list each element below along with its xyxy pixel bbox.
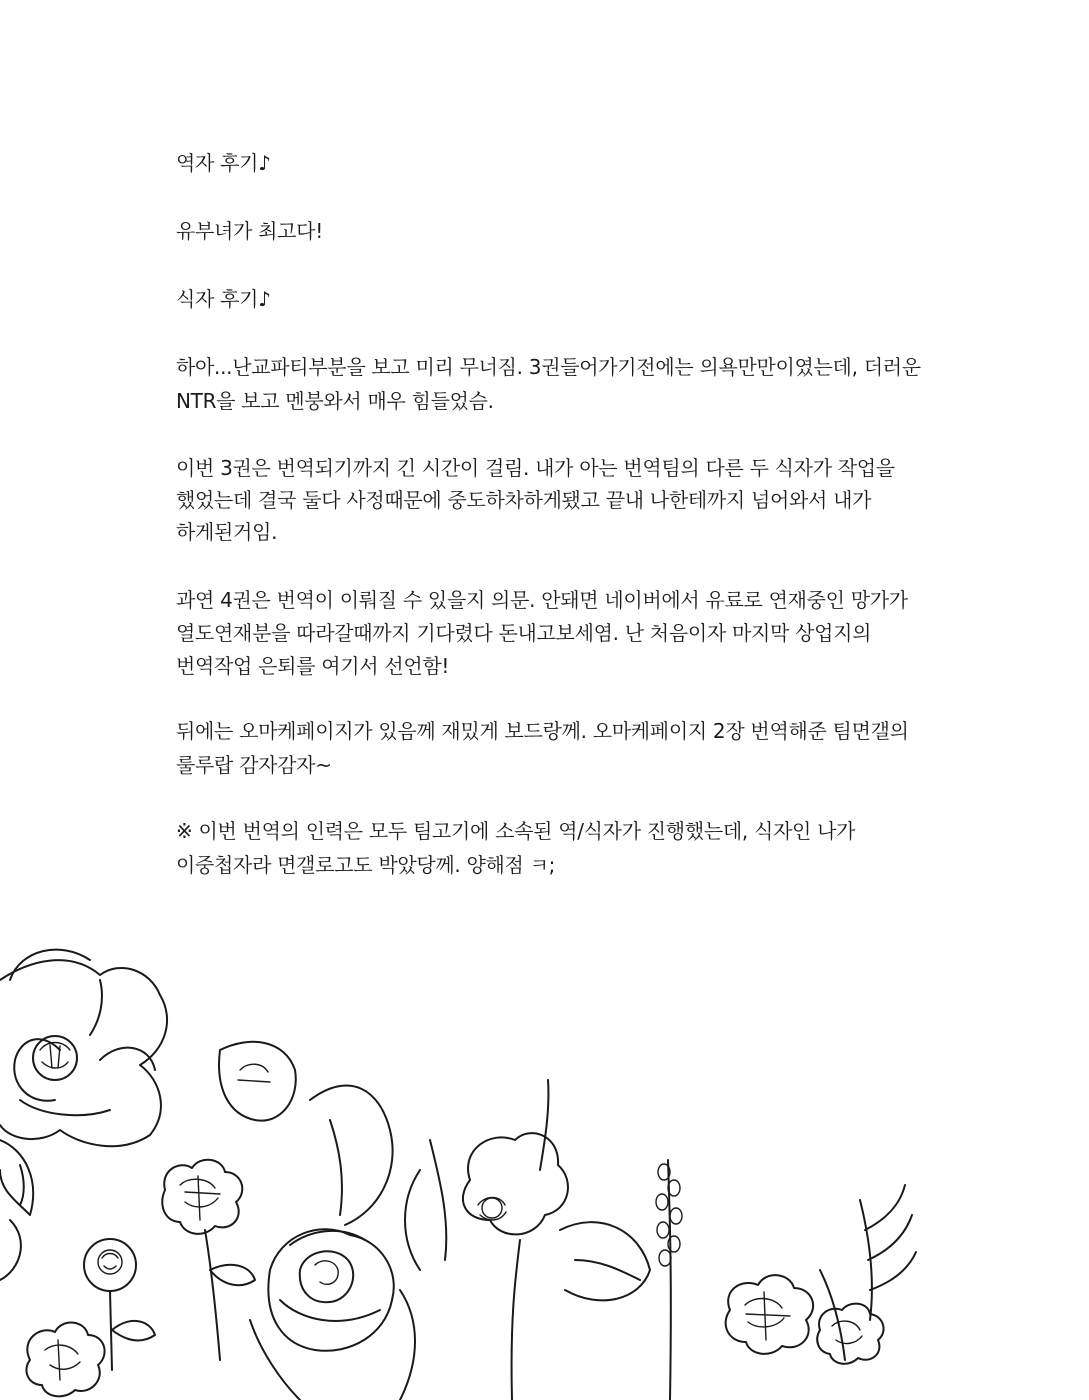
- carnation-flower: [726, 1275, 813, 1354]
- paragraph-line: 하게된거임.: [176, 520, 278, 544]
- carnation-flower: [162, 1160, 255, 1360]
- paragraph-line: 룰루랍 감자감자~: [176, 753, 332, 777]
- small-flower: [84, 1239, 155, 1370]
- camellia-flower: [0, 950, 167, 1147]
- paragraph-line: 번역작업 은퇴를 여기서 선언함!: [176, 654, 450, 678]
- lavender-sprig: [656, 1160, 682, 1400]
- carnation-flower: [26, 1323, 104, 1397]
- flower-icon: [0, 940, 1089, 1400]
- carnation-flower: [817, 1304, 883, 1364]
- rose-flower: [250, 1229, 415, 1400]
- paragraph-line: 하아...난교파티부분을 보고 미리 무너짐. 3권들어가기전에는 의욕만만이였는데, 더러운: [176, 355, 921, 379]
- note-line: ※ 이번 번역의 인력은 모두 팀고기에 소속된 역/식자가 진행했는데, 식자인 나가: [176, 819, 856, 843]
- paragraph-line: 했었는데 결국 둘다 사정때문에 중도하차하게됐고 끝내 나한테까지 넘어와서 내가: [176, 488, 872, 512]
- paragraph-line: 뒤에는 오마케페이지가 있음께 재밌게 보드랑께. 오마케페이지 2장 번역해준 팀면갤의: [176, 719, 909, 743]
- floral-border-illustration: [0, 940, 1089, 1400]
- note-line: 이중첩자라 면갤로고도 박았당께. 양해점 ㅋ;: [176, 853, 556, 877]
- translator-afterword-body: 유부녀가 최고다!: [176, 219, 323, 243]
- typesetter-afterword-heading: 식자 후기♪: [176, 287, 271, 311]
- paragraph-line: NTR을 보고 멘붕와서 매우 힘들었슴.: [176, 389, 494, 413]
- bell-flower: [463, 1133, 568, 1400]
- paragraph-line: 이번 3권은 번역되기까지 긴 시간이 걸림. 내가 아는 번역팀의 다른 두 식자가 작업을: [176, 456, 895, 480]
- paragraph-line: 과연 4권은 번역이 이뤄질 수 있을지 의문. 안돼면 네이버에서 유료로 연재중인 망가가: [176, 588, 908, 612]
- paragraph-line: 열도연재분을 따라갈때까지 기다렸다 돈내고보세염. 난 처음이자 마지막 상업지의: [176, 621, 872, 645]
- translator-afterword-heading: 역자 후기♪: [176, 151, 271, 175]
